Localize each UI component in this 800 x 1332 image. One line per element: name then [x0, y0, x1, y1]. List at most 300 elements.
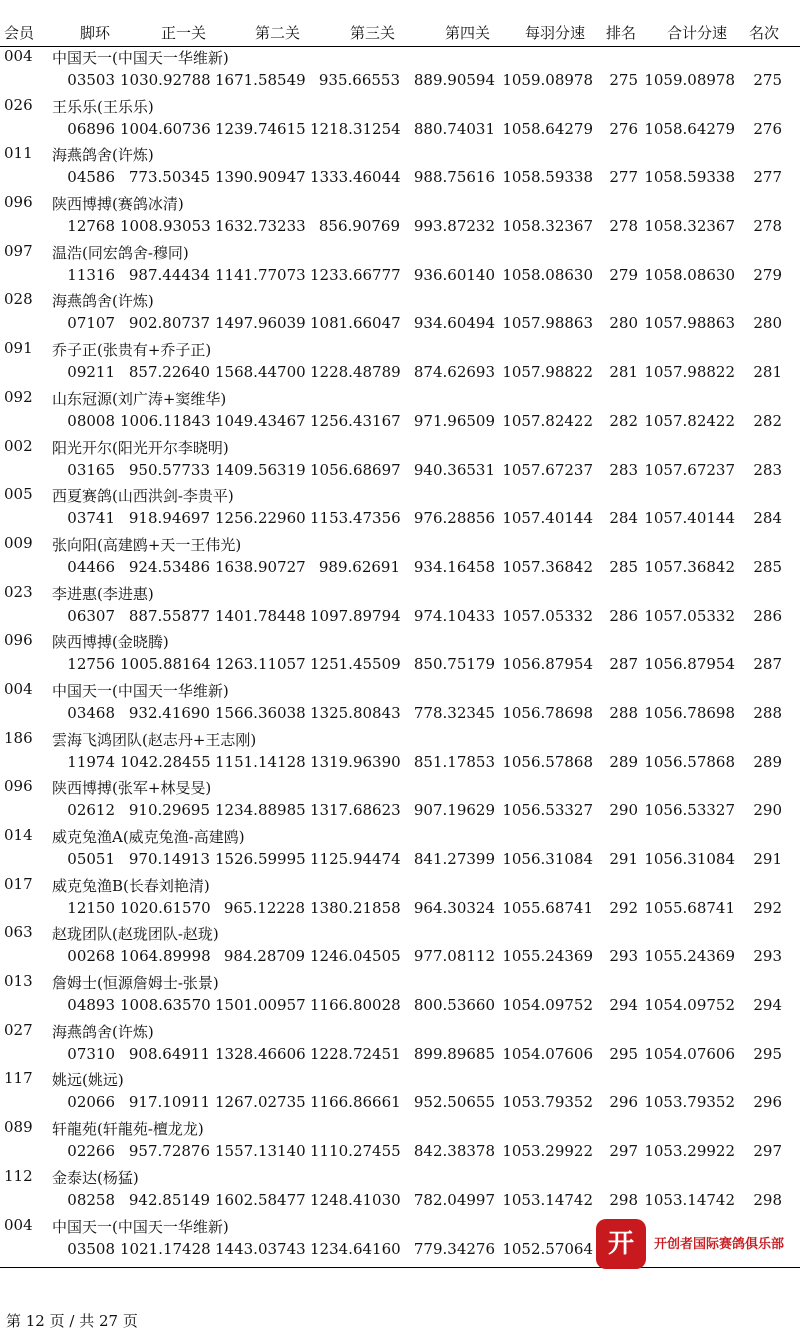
ring-cell: 08258: [67, 1190, 115, 1209]
total-speed-cell: 1056.87954: [644, 655, 735, 674]
leg1-cell: 1008.63570: [120, 996, 211, 1015]
col-leg3: 第三关: [350, 24, 396, 42]
leg3-cell: 1251.45509: [310, 655, 401, 674]
leg4-cell: 889.90594: [413, 71, 495, 89]
rank-cell: 296: [609, 1093, 638, 1112]
leg1-cell: 1064.89998: [120, 947, 211, 966]
rank-cell: 276: [609, 119, 638, 138]
rank-cell: 275: [609, 71, 638, 89]
place-cell: 280: [753, 314, 782, 333]
speed-cell: 1058.32367: [502, 217, 593, 236]
leg3-cell: 1325.80843: [310, 703, 401, 722]
leg3-cell: 1246.04505: [310, 947, 401, 966]
ring-cell: 09211: [67, 363, 115, 382]
leg2-cell: 1671.58549: [215, 71, 306, 89]
member-name: 李进惠(李进惠): [52, 584, 154, 603]
total-speed-cell: 1057.67237: [644, 460, 735, 479]
speed-cell: 1057.40144: [502, 509, 593, 528]
leg4-cell: 934.60494: [413, 314, 495, 333]
rank-cell: 283: [609, 460, 638, 479]
leg3-cell: 1256.43167: [310, 411, 401, 430]
member-name: 王乐乐(王乐乐): [52, 97, 154, 116]
leg1-cell: 970.14913: [128, 850, 210, 868]
member-id: 028: [4, 290, 33, 309]
place-cell: 284: [753, 509, 782, 528]
leg4-cell: 934.16458: [413, 557, 495, 576]
speed-cell: 1057.98863: [502, 314, 593, 333]
rank-cell: 294: [609, 996, 638, 1015]
table-row: [0, 1167, 800, 1216]
place-cell: 289: [753, 752, 782, 771]
col-leg1: 正一关: [161, 24, 207, 42]
club-watermark: [596, 1217, 796, 1309]
member-name: 詹姆士(恒源詹姆士-张景): [52, 974, 219, 993]
seal-logo: 开创: [596, 1219, 646, 1269]
leg3-cell: 1218.31254: [310, 119, 401, 138]
total-speed-cell: 1059.08978: [644, 71, 735, 89]
table-row: [0, 680, 800, 729]
leg1-cell: 773.50345: [128, 168, 210, 187]
total-speed-cell: 1053.29922: [644, 1142, 735, 1161]
rank-cell: 280: [609, 314, 638, 333]
rank-cell: 288: [609, 703, 638, 722]
col-ring: 脚环: [80, 24, 111, 42]
leg3-cell: 1166.86661: [310, 1093, 401, 1112]
total-speed-cell: 1055.24369: [644, 947, 735, 966]
member-name: 陕西博搏(金晓腾): [52, 633, 169, 652]
speed-cell: 1057.05332: [502, 606, 593, 625]
member-name: 海燕鸽舍(许炼): [52, 146, 154, 165]
member-name: 阳光开尔(阳光开尔李晓明): [52, 438, 229, 457]
leg1-cell: 987.44434: [128, 265, 210, 284]
leg2-cell: 1401.78448: [215, 606, 306, 625]
total-speed-cell: 1053.14742: [644, 1190, 735, 1209]
leg3-cell: 1081.66047: [310, 314, 401, 333]
rank-cell: 278: [609, 217, 638, 236]
leg1-cell: 908.64911: [128, 1044, 210, 1063]
member-name: 西夏赛鸽(山西洪剑-李贵平): [52, 487, 234, 506]
member-id: 112: [4, 1166, 33, 1185]
table-row: [0, 972, 800, 1021]
speed-cell: 1056.87954: [502, 655, 593, 674]
leg4-cell: 952.50655: [413, 1093, 495, 1112]
ring-cell: 06896: [67, 119, 115, 138]
ring-cell: 02066: [67, 1093, 115, 1112]
col-leg2: 第二关: [255, 24, 301, 42]
speed-cell: 1053.79352: [502, 1093, 593, 1112]
leg3-cell: 1097.89794: [310, 606, 401, 625]
member-id: 013: [4, 972, 33, 991]
table-row: [0, 339, 800, 388]
place-cell: 286: [753, 606, 782, 625]
leg4-cell: 842.38378: [413, 1142, 495, 1161]
place-cell: 294: [753, 996, 782, 1015]
speed-cell: 1059.08978: [502, 71, 593, 89]
place-cell: 295: [753, 1044, 782, 1063]
leg2-cell: 1263.11057: [215, 655, 306, 674]
place-cell: 287: [753, 655, 782, 674]
leg1-cell: 957.72876: [128, 1142, 210, 1161]
rank-cell: 293: [609, 947, 638, 966]
member-id: 091: [4, 339, 33, 358]
leg2-cell: 1328.46606: [215, 1044, 306, 1063]
member-name: 山东冠源(刘广涛+窦维华): [52, 389, 227, 408]
leg1-cell: 857.22640: [128, 363, 210, 382]
table-row: [0, 777, 800, 826]
ring-cell: 00268: [67, 947, 115, 966]
member-id: 009: [4, 533, 33, 552]
member-name: 乔子正(张贵有+乔子正): [52, 341, 212, 360]
member-id: 017: [4, 874, 33, 893]
member-id: 096: [4, 777, 33, 796]
leg2-cell: 1151.14128: [215, 752, 306, 771]
leg2-cell: 1526.59995: [215, 850, 306, 868]
table-row: [0, 96, 800, 145]
place-cell: 288: [753, 703, 782, 722]
leg2-cell: 1141.77073: [215, 265, 306, 284]
leg4-cell: 880.74031: [413, 119, 495, 138]
total-speed-cell: 1058.64279: [644, 119, 735, 138]
leg1-cell: 1020.61570: [120, 898, 211, 917]
leg2-cell: 1638.90727: [215, 557, 306, 576]
total-speed-cell: 1055.68741: [644, 898, 735, 917]
leg4-cell: 800.53660: [413, 996, 495, 1015]
leg2-cell: 1443.03743: [215, 1239, 306, 1258]
leg4-cell: 907.19629: [413, 801, 495, 820]
member-id: 005: [4, 485, 33, 504]
member-id: 117: [4, 1069, 33, 1088]
place-cell: 279: [753, 265, 782, 284]
leg2-cell: 1267.02735: [215, 1093, 306, 1112]
table-header: [0, 0, 800, 47]
speed-cell: 1056.57868: [502, 752, 593, 771]
total-speed-cell: 1057.98822: [644, 363, 735, 382]
leg4-cell: 971.96509: [413, 411, 495, 430]
member-id: 063: [4, 923, 33, 942]
leg3-cell: 935.66553: [318, 71, 400, 89]
leg3-cell: 1153.47356: [310, 509, 401, 528]
member-name: 金泰达(杨猛): [52, 1168, 139, 1187]
leg2-cell: 1256.22960: [215, 509, 306, 528]
leg1-cell: 887.55877: [128, 606, 210, 625]
leg1-cell: 918.94697: [128, 509, 210, 528]
ring-cell: 08008: [67, 411, 115, 430]
leg3-cell: 989.62691: [318, 557, 400, 576]
member-id: 002: [4, 436, 33, 455]
speed-cell: 1057.82422: [502, 411, 593, 430]
leg4-cell: 964.30324: [413, 898, 495, 917]
member-id: 027: [4, 1020, 33, 1039]
leg4-cell: 940.36531: [413, 460, 495, 479]
rank-cell: 298: [609, 1190, 638, 1209]
member-id: 096: [4, 631, 33, 650]
rank-cell: 284: [609, 509, 638, 528]
table-row: [0, 242, 800, 291]
leg3-cell: 1166.80028: [310, 996, 401, 1015]
total-speed-cell: 1053.79352: [644, 1093, 735, 1112]
speed-cell: 1057.98822: [502, 363, 593, 382]
member-id: 186: [4, 728, 33, 747]
place-cell: 275: [753, 71, 782, 89]
leg2-cell: 1239.74615: [215, 119, 306, 138]
speed-cell: 1056.78698: [502, 703, 593, 722]
ring-cell: 11974: [67, 752, 115, 771]
place-cell: 297: [753, 1142, 782, 1161]
col-speed: 每羽分速: [525, 24, 586, 42]
leg4-cell: 977.08112: [413, 947, 495, 966]
rank-cell: 281: [609, 363, 638, 382]
leg4-cell: 936.60140: [413, 265, 495, 284]
place-cell: 281: [753, 363, 782, 382]
total-speed-cell: 1054.09752: [644, 996, 735, 1015]
col-total-speed: 合计分速: [667, 24, 728, 42]
total-speed-cell: 1057.98863: [644, 314, 735, 333]
results-table: [0, 47, 800, 1264]
ring-cell: 03468: [67, 703, 115, 722]
speed-cell: 1058.59338: [502, 168, 593, 187]
rank-cell: 290: [609, 801, 638, 820]
leg2-cell: 984.28709: [223, 947, 305, 966]
leg2-cell: 1557.13140: [215, 1142, 306, 1161]
ring-cell: 11316: [67, 265, 115, 284]
leg4-cell: 899.89685: [413, 1044, 495, 1063]
rank-cell: 292: [609, 898, 638, 917]
leg1-cell: 917.10911: [128, 1093, 210, 1112]
table-row: [0, 729, 800, 778]
total-speed-cell: 1057.82422: [644, 411, 735, 430]
member-name: 威克兔渔B(长春刘艳清): [52, 876, 210, 895]
member-id: 026: [4, 95, 33, 114]
place-cell: 293: [753, 947, 782, 966]
table-row: [0, 193, 800, 242]
total-speed-cell: 1054.07606: [644, 1044, 735, 1063]
leg2-cell: 1568.44700: [215, 363, 306, 382]
leg1-cell: 1042.28455: [120, 752, 211, 771]
place-cell: 291: [753, 850, 782, 868]
ring-cell: 02612: [67, 801, 115, 820]
leg1-cell: 1008.93053: [120, 217, 211, 236]
ring-cell: 03741: [67, 509, 115, 528]
member-id: 096: [4, 193, 33, 212]
rank-cell: 279: [609, 265, 638, 284]
col-place: 名次: [749, 24, 780, 42]
total-speed-cell: 1057.05332: [644, 606, 735, 625]
total-speed-cell: 1056.53327: [644, 801, 735, 820]
total-speed-cell: 1056.78698: [644, 703, 735, 722]
member-id: 011: [4, 144, 33, 163]
member-id: 023: [4, 582, 33, 601]
ring-cell: 06307: [67, 606, 115, 625]
leg2-cell: 1390.90947: [215, 168, 306, 187]
rank-cell: 295: [609, 1044, 638, 1063]
rank-cell: 285: [609, 557, 638, 576]
leg1-cell: 950.57733: [128, 460, 210, 479]
speed-cell: 1054.09752: [502, 996, 593, 1015]
member-name: 中国天一(中国天一华维新): [52, 681, 229, 700]
table-row: [0, 583, 800, 632]
speed-cell: 1056.31084: [502, 850, 593, 868]
speed-cell: 1058.08630: [502, 265, 593, 284]
place-cell: 285: [753, 557, 782, 576]
member-name: 海燕鸽舍(许炼): [52, 1022, 154, 1041]
ring-cell: 04893: [67, 996, 115, 1015]
leg3-cell: 1110.27455: [310, 1142, 401, 1161]
speed-cell: 1055.24369: [502, 947, 593, 966]
rank-cell: 297: [609, 1142, 638, 1161]
table-row: [0, 290, 800, 339]
table-row: [0, 485, 800, 534]
leg2-cell: 1501.00957: [215, 996, 306, 1015]
member-name: 中国天一(中国天一华维新): [52, 1217, 229, 1236]
place-cell: 278: [753, 217, 782, 236]
leg4-cell: 779.34276: [413, 1239, 495, 1258]
rank-cell: 286: [609, 606, 638, 625]
leg4-cell: 993.87232: [413, 217, 495, 236]
leg3-cell: 1056.68697: [310, 460, 401, 479]
ring-cell: 07107: [67, 314, 115, 333]
ring-cell: 12768: [67, 217, 115, 236]
member-name: 威克兔渔A(威克兔渔-高建鸥): [52, 828, 245, 846]
leg2-cell: 1632.73233: [215, 217, 306, 236]
member-name: 雲海飞鸿团队(赵志丹+王志刚): [52, 730, 257, 749]
table-row: [0, 631, 800, 680]
member-name: 温浩(同宏鸽舍-穆同): [52, 243, 189, 262]
leg3-cell: 1333.46044: [310, 168, 401, 187]
leg2-cell: 1497.96039: [215, 314, 306, 333]
table-row: [0, 388, 800, 437]
ring-cell: 12150: [67, 898, 115, 917]
total-speed-cell: 1058.32367: [644, 217, 735, 236]
member-id: 092: [4, 387, 33, 406]
col-member: 会员: [4, 24, 35, 42]
speed-cell: 1053.14742: [502, 1190, 593, 1209]
leg3-cell: 1319.96390: [310, 752, 401, 771]
ring-cell: 04586: [67, 168, 115, 187]
total-speed-cell: 1057.36842: [644, 557, 735, 576]
member-name: 轩龍苑(轩龍苑-檀龙龙): [52, 1120, 204, 1139]
ring-cell: 03165: [67, 460, 115, 479]
leg3-cell: 1125.94474: [310, 850, 401, 868]
speed-cell: 1054.07606: [502, 1044, 593, 1063]
total-speed-cell: 1056.31084: [644, 850, 735, 868]
ring-cell: 03508: [67, 1239, 115, 1258]
member-name: 海燕鸽舍(许炼): [52, 292, 154, 311]
table-row: [0, 144, 800, 193]
leg3-cell: 1380.21858: [310, 898, 401, 917]
total-speed-cell: 1058.08630: [644, 265, 735, 284]
page-footer: 第 12 页 / 共 27 页: [6, 1312, 138, 1330]
leg4-cell: 988.75616: [413, 168, 495, 187]
leg4-cell: 778.32345: [413, 703, 495, 722]
table-row: [0, 534, 800, 583]
watermark-text: 开创者国际赛鸽俱乐部: [652, 1233, 786, 1252]
leg3-cell: 1317.68623: [310, 801, 401, 820]
leg1-cell: 1005.88164: [120, 655, 211, 674]
place-cell: 298: [753, 1190, 782, 1209]
ring-cell: 03503: [67, 71, 115, 89]
leg3-cell: 1233.66777: [310, 265, 401, 284]
ring-cell: 05051: [67, 850, 115, 868]
leg1-cell: 910.29695: [128, 801, 210, 820]
rank-cell: 277: [609, 168, 638, 187]
leg1-cell: 932.41690: [128, 703, 210, 722]
leg4-cell: 874.62693: [413, 363, 495, 382]
member-name: 张向阳(高建鸥+天一王伟光): [52, 535, 242, 554]
member-id: 004: [4, 47, 33, 65]
leg2-cell: 1602.58477: [215, 1190, 306, 1209]
total-speed-cell: 1056.57868: [644, 752, 735, 771]
leg3-cell: 1228.72451: [310, 1044, 401, 1063]
leg1-cell: 902.80737: [128, 314, 210, 333]
rank-cell: 291: [609, 850, 638, 868]
leg4-cell: 850.75179: [413, 655, 495, 674]
speed-cell: 1052.57064: [502, 1239, 593, 1258]
table-row: [0, 826, 800, 875]
ring-cell: 07310: [67, 1044, 115, 1063]
leg2-cell: 1409.56319: [215, 460, 306, 479]
place-cell: 292: [753, 898, 782, 917]
member-name: 陕西博搏(张军+林旻旻): [52, 779, 212, 798]
leg2-cell: 1234.88985: [215, 801, 306, 820]
table-row: [0, 1069, 800, 1118]
leg3-cell: 1234.64160: [310, 1239, 401, 1258]
member-id: 004: [4, 1215, 33, 1234]
member-id: 097: [4, 241, 33, 260]
ring-cell: 02266: [67, 1142, 115, 1161]
leg2-cell: 1566.36038: [215, 703, 306, 722]
col-rank: 排名: [606, 24, 637, 42]
speed-cell: 1055.68741: [502, 898, 593, 917]
member-id: 014: [4, 826, 33, 844]
rank-cell: 287: [609, 655, 638, 674]
leg1-cell: 1021.17428: [120, 1239, 211, 1258]
rank-cell: 289: [609, 752, 638, 771]
rank-cell: 282: [609, 411, 638, 430]
leg1-cell: 1004.60736: [120, 119, 211, 138]
leg1-cell: 924.53486: [128, 557, 210, 576]
leg1-cell: 1030.92788: [120, 71, 211, 89]
table-row: [0, 437, 800, 486]
leg4-cell: 782.04997: [413, 1190, 495, 1209]
total-speed-cell: 1058.59338: [644, 168, 735, 187]
member-name: 陕西博搏(赛鸽冰清): [52, 195, 184, 214]
total-speed-cell: 1057.40144: [644, 509, 735, 528]
member-id: 004: [4, 679, 33, 698]
leg1-cell: 942.85149: [128, 1190, 210, 1209]
speed-cell: 1056.53327: [502, 801, 593, 820]
leg3-cell: 1228.48789: [310, 363, 401, 382]
member-name: 姚远(姚远): [52, 1071, 124, 1090]
place-cell: 283: [753, 460, 782, 479]
leg2-cell: 1049.43467: [215, 411, 306, 430]
member-id: 089: [4, 1118, 33, 1137]
ring-cell: 12756: [67, 655, 115, 674]
leg4-cell: 976.28856: [413, 509, 495, 528]
table-row: [0, 1021, 800, 1070]
speed-cell: 1053.29922: [502, 1142, 593, 1161]
table-row: [0, 875, 800, 924]
col-leg4: 第四关: [445, 24, 491, 42]
place-cell: 290: [753, 801, 782, 820]
speed-cell: 1057.67237: [502, 460, 593, 479]
leg4-cell: 974.10433: [413, 606, 495, 625]
leg3-cell: 856.90769: [318, 217, 400, 236]
place-cell: 296: [753, 1093, 782, 1112]
ring-cell: 04466: [67, 557, 115, 576]
table-row: [0, 1118, 800, 1167]
leg4-cell: 851.17853: [413, 752, 495, 771]
speed-cell: 1058.64279: [502, 119, 593, 138]
